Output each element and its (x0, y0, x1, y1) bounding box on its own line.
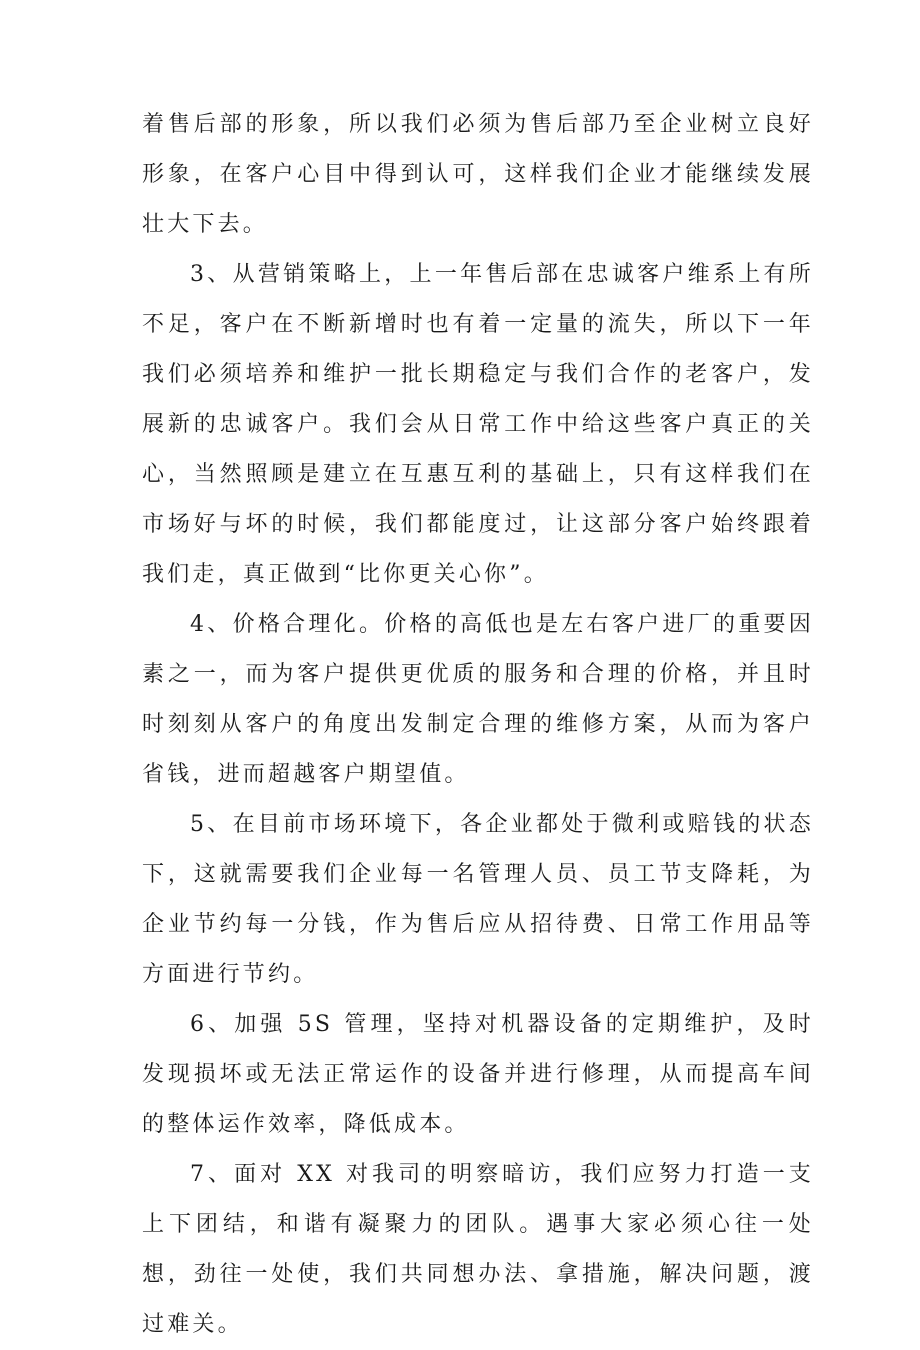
paragraph-continuation: 着售后部的形象，所以我们必须为售后部乃至企业树立良好形象，在客户心目中得到认可，这样我们企业才能继续发展壮大下去。 (142, 112, 814, 237)
paragraph-item-7: 7、面对 XX 对我司的明察暗访，我们应努力打造一支上下团结，和谐有凝聚力的团队。遇事大家必须心往一处想，劲往一处使，我们共同想办法、拿措施，解决问题，渡过难关。 (142, 1162, 814, 1337)
paragraph-item-5: 5、在目前市场环境下，各企业都处于微利或赔钱的状态下，这就需要我们企业每一名管理人员、员工节支降耗，为企业节约每一分钱，作为售后应从招待费、日常工作用品等方面进行节约。 (142, 812, 814, 987)
document-body (142, 100, 814, 1350)
paragraph-item-6: 6、加强 5S 管理，坚持对机器设备的定期维护，及时发现损坏或无法正常运作的设备并进行修理，从而提高车间的整体运作效率，降低成本。 (142, 1012, 814, 1137)
paragraph-item-3: 3、从营销策略上，上一年售后部在忠诚客户维系上有所不足，客户在不断新增时也有着一定量的流失，所以下一年我们必须培养和维护一批长期稳定与我们合作的老客户，发展新的忠诚客户。我们会从日常工作中给这些客户真正的关心，当然照顾是建立在互惠互利的基础上，只有这样我们在市场好与坏的时候，我们都能度过，让这部分客户始终跟着我们走，真正做到“比你更关心你”。 (142, 262, 814, 587)
paragraph-item-4: 4、价格合理化。价格的高低也是左右客户进厂的重要因素之一，而为客户提供更优质的服务和合理的价格，并且时时刻刻从客户的角度出发制定合理的维修方案，从而为客户省钱，进而超越客户期望值。 (142, 612, 814, 787)
